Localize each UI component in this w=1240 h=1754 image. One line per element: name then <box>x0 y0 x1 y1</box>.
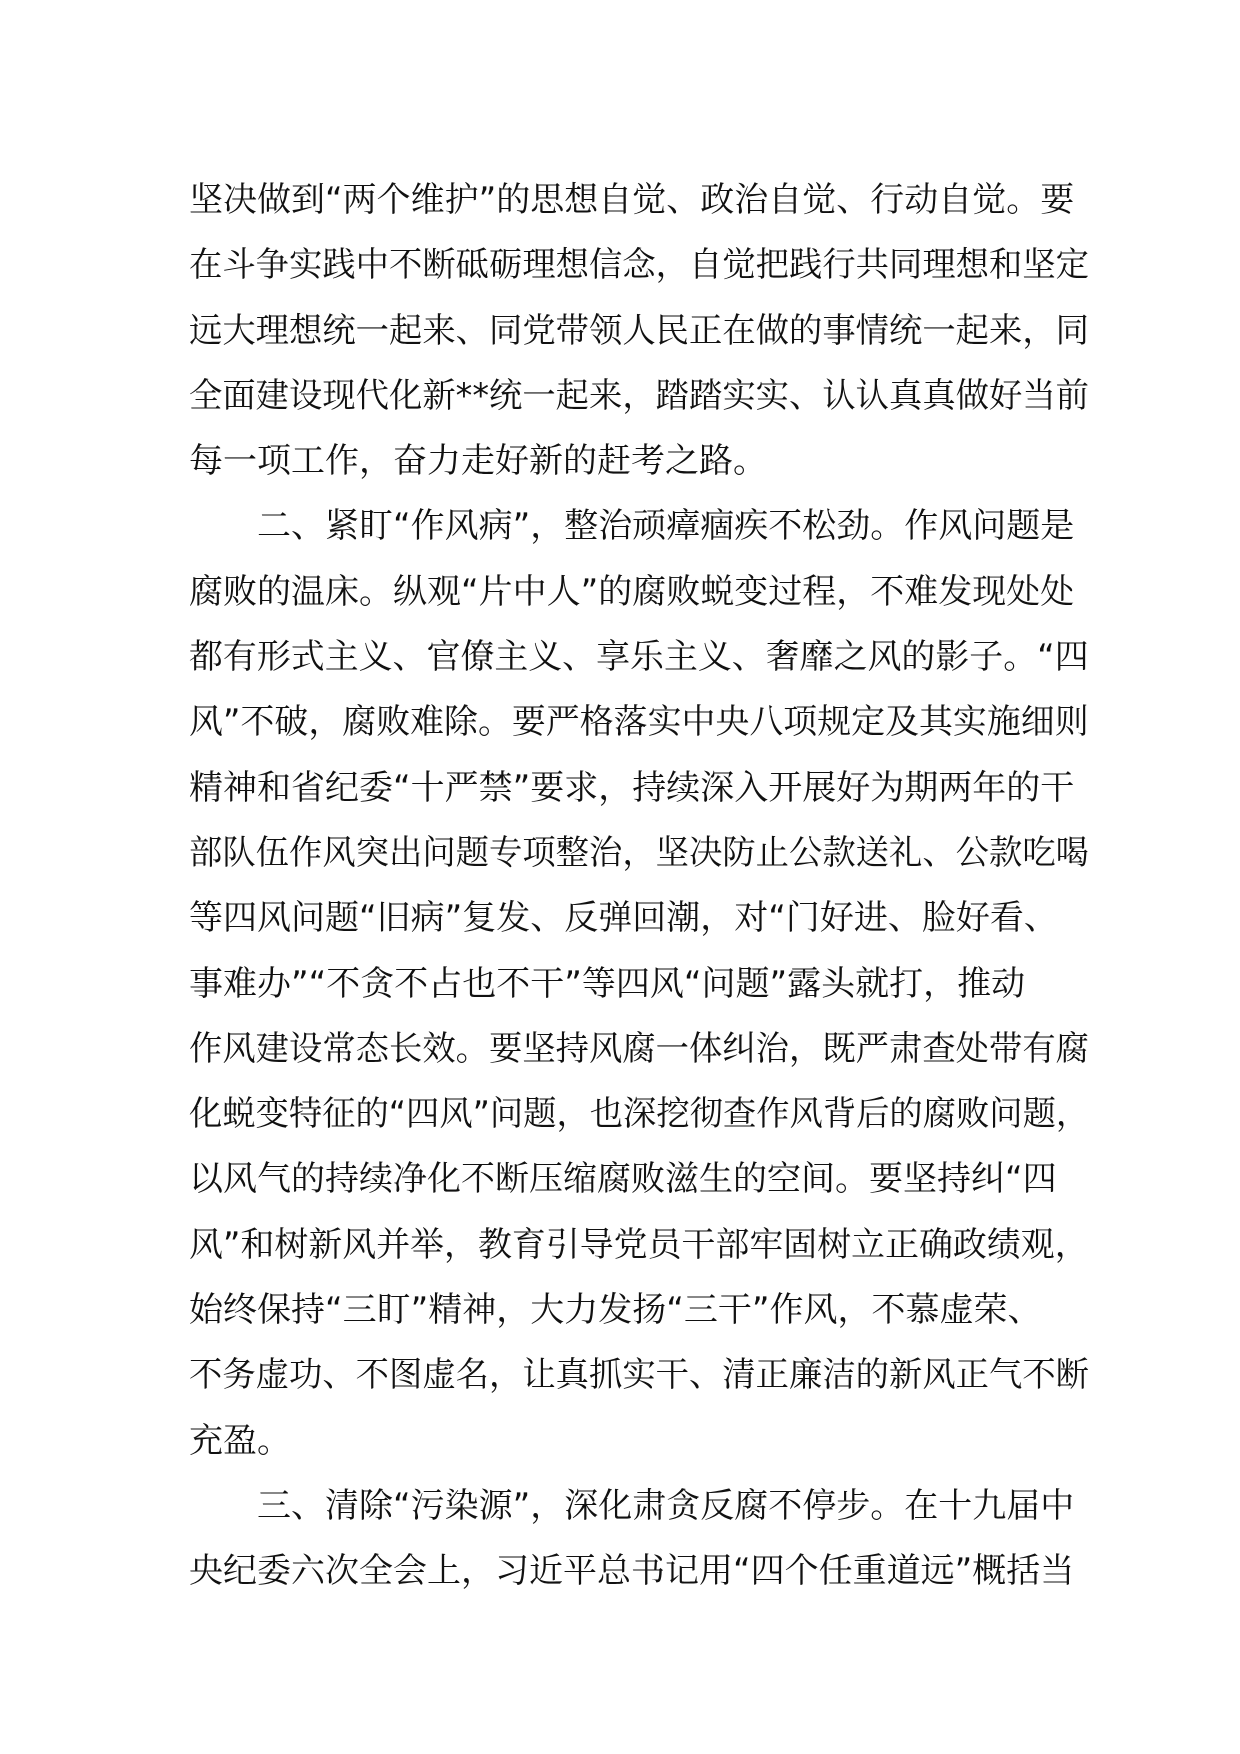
text-line: 等四风问题“旧病”复发、反弹回潮，对“门好进、脸好看、 <box>189 898 1058 939</box>
text-line: 作风建设常态长效。要坚持风腐一体纠治，既严肃查处带有腐 <box>189 1028 1090 1069</box>
text-line: 风”和树新风并举，教育引导党员干部牢固树立正确政绩观， <box>189 1224 1089 1265</box>
text-line: 在斗争实践中不断砥砺理想信念，自觉把践行共同理想和坚定 <box>189 245 1090 286</box>
text-line: 充盈。 <box>189 1420 291 1461</box>
text-line: 远大理想统一起来、同党带领人民正在做的事情统一起来，同 <box>189 310 1090 351</box>
text-line: 部队伍作风突出问题专项整治，坚决防止公款送礼、公款吃喝 <box>189 832 1090 873</box>
text-line: 事难办”“不贪不占也不干”等四风“问题”露头就打，推动 <box>189 963 1026 1004</box>
text-line: 坚决做到“两个维护”的思想自觉、政治自觉、行动自觉。要 <box>189 180 1075 220</box>
text-line: 都有形式主义、官僚主义、享乐主义、奢靡之风的影子。“四 <box>189 637 1089 678</box>
text-line: 央纪委六次全会上，习近平总书记用“四个任重道远”概括当 <box>189 1551 1075 1592</box>
paragraph-start-line: 二、紧盯“作风病”，整治顽瘴痼疾不松劲。作风问题是 <box>257 506 1075 547</box>
text-line: 精神和省纪委“十严禁”要求，持续深入开展好为期两年的干 <box>189 767 1075 808</box>
body-text <box>189 168 1089 1605</box>
text-line: 腐败的温床。纵观“片中人”的腐败蜕变过程，不难发现处处 <box>189 571 1075 612</box>
text-line: 每一项工作，奋力走好新的赶考之路。 <box>189 441 767 482</box>
paragraph-start-line: 三、清除“污染源”，深化肃贪反腐不停步。在十九届中 <box>257 1485 1075 1526</box>
text-line: 始终保持“三盯”精神，大力发扬“三干”作风，不慕虚荣、 <box>189 1290 1042 1331</box>
text-line: 不务虚功、不图虚名，让真抓实干、清正廉洁的新风正气不断 <box>189 1355 1090 1396</box>
text-line: 化蜕变特征的“四风”问题，也深挖彻查作风背后的腐败问题， <box>189 1094 1090 1135</box>
text-line: 全面建设现代化新**统一起来，踏踏实实、认认真真做好当前 <box>189 375 1090 416</box>
text-line: 风”不破，腐败难除。要严格落实中央八项规定及其实施细则 <box>189 702 1089 743</box>
text-line: 以风气的持续净化不断压缩腐败滋生的空间。要坚持纠“四 <box>189 1159 1057 1200</box>
